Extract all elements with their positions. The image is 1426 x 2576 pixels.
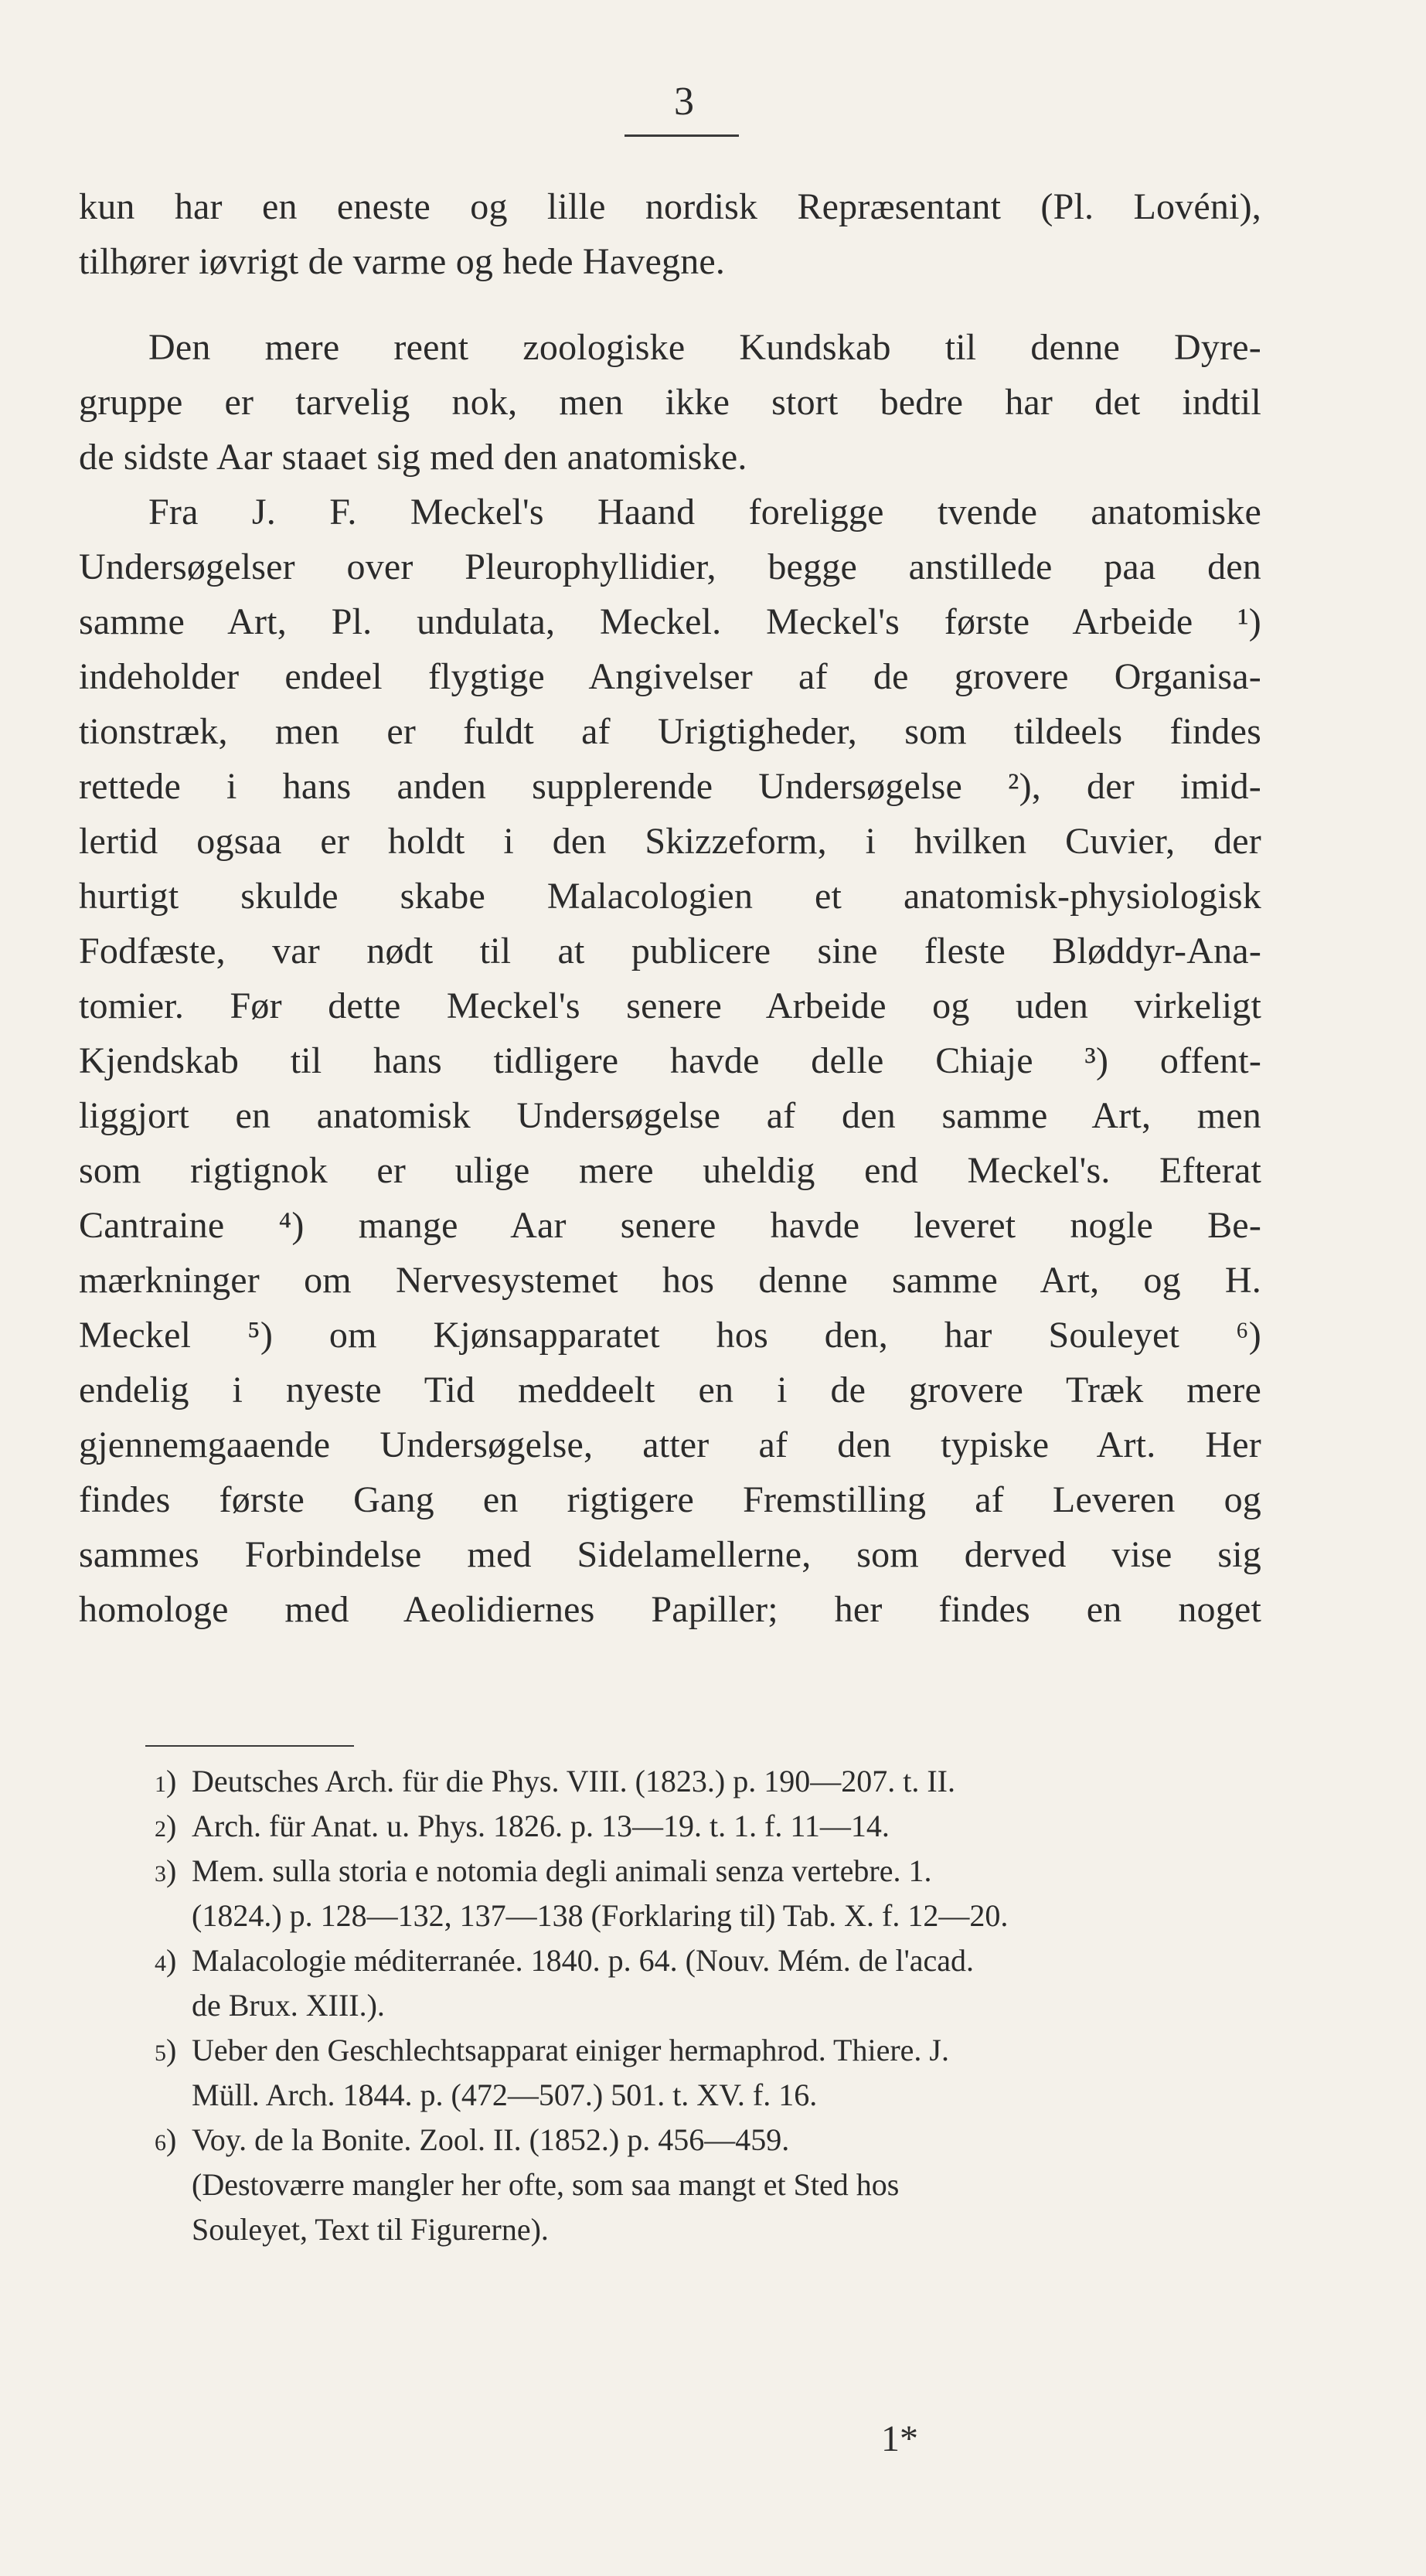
footnote-3: [155, 1849, 1260, 1938]
footnote-4: [155, 1938, 1260, 2028]
footnote-line: Mem. sulla storia e notomia degli animali senza vertebre. 1.: [192, 1853, 932, 1888]
footnote-rule: [145, 1745, 354, 1747]
text-line: findes første Gang en rigtigere Fremstilling af Leveren og: [79, 1479, 1261, 1520]
footnote-marker: 3 ): [155, 1849, 176, 1897]
text-line: Fra J. F. Meckel's Haand foreligge tvende anatomiske: [148, 492, 1261, 533]
footnote-5: [155, 2028, 1260, 2118]
footnote-line: (Destoværre mangler her ofte, som saa mangt et Sted hos: [192, 2167, 900, 2202]
text-line: Fodfæste, var nødt til at publicere sine fleste Bløddyr-Ana-: [79, 931, 1261, 972]
footnote-line: Souleyet, Text til Figurerne).: [192, 2212, 549, 2247]
footnote-line: Voy. de la Bonite. Zool. II. (1852.) p. 456—459.: [192, 2122, 790, 2157]
footnote-marker: 6 ): [155, 2118, 176, 2166]
text-line: samme Art, Pl. undulata, Meckel. Meckel's første Arbeide ¹): [79, 601, 1261, 642]
text-line: gjennemgaaende Undersøgelse, atter af den typiske Art. Her: [79, 1424, 1261, 1465]
footnote-line: Müll. Arch. 1844. p. (472—507.) 501. t. XV. f. 16.: [192, 2077, 818, 2112]
footnote-marker: 5 ): [155, 2028, 176, 2076]
paragraph-3: [79, 485, 1261, 1637]
footnote-6: [155, 2118, 1260, 2252]
body-text: [79, 179, 1261, 1637]
footnote-line: Malacologie méditerranée. 1840. p. 64. (Nouv. Mém. de l'acad.: [192, 1943, 975, 1978]
footnote-marker: 4 ): [155, 1938, 176, 1986]
footnote-2: [155, 1804, 1260, 1849]
text-line: indeholder endeel flygtige Angivelser af de grovere Organisa-: [79, 656, 1261, 697]
page-number-rule: [625, 134, 739, 137]
footnotes: [155, 1759, 1260, 2252]
text-line: homologe med Aeolidiernes Papiller; her findes en noget: [79, 1589, 1261, 1630]
paragraph-1: [79, 179, 1261, 289]
text-line: rettede i hans anden supplerende Undersøgelse ²), der imid-: [79, 766, 1261, 807]
text-line: lertid ogsaa er holdt i den Skizzeform, i hvilken Cuvier, der: [79, 821, 1261, 862]
footnote-1: [155, 1759, 1260, 1804]
signature-mark: 1*: [881, 2418, 918, 2459]
text-line: Kjendskab til hans tidligere havde delle Chiaje ³) offent-: [79, 1040, 1261, 1081]
text-line: tomier. Før dette Meckel's senere Arbeide og uden virkeligt: [79, 985, 1261, 1026]
text-line: de sidste Aar staaet sig med den anatomiske.: [79, 437, 747, 478]
text-line: Cantraine ⁴) mange Aar senere havde leveret nogle Be-: [79, 1205, 1261, 1246]
text-line: gruppe er tarvelig nok, men ikke stort bedre har det indtil: [79, 382, 1261, 423]
text-line: liggjort en anatomisk Undersøgelse af den samme Art, men: [79, 1095, 1261, 1136]
footnote-line: Ueber den Geschlechtsapparat einiger hermaphrod. Thiere. J.: [192, 2033, 949, 2067]
text-line: Den mere reent zoologiske Kundskab til denne Dyre-: [148, 327, 1261, 368]
footnote-line: de Brux. XIII.).: [192, 1988, 385, 2023]
text-line: Meckel ⁵) om Kjønsapparatet hos den, har Souleyet ⁶): [79, 1315, 1261, 1356]
footnote-line: (1824.) p. 128—132, 137—138 (Forklaring til) Tab. X. f. 12—20.: [192, 1898, 1009, 1933]
text-line: endelig i nyeste Tid meddeelt en i de grovere Træk mere: [79, 1370, 1261, 1411]
footnote-line: Deutsches Arch. für die Phys. VIII. (1823.) p. 190—207. t. II.: [192, 1764, 955, 1798]
footnote-marker: 2 ): [155, 1804, 176, 1852]
text-line: hurtigt skulde skabe Malacologien et anatomisk-physiologisk: [79, 876, 1261, 917]
text-line: sammes Forbindelse med Sidelamellerne, som derved vise sig: [79, 1534, 1261, 1575]
text-line: tionstræk, men er fuldt af Urigtigheder, som tildeels findes: [79, 711, 1261, 752]
text-line: kun har en eneste og lille nordisk Repræsentant (Pl. Lovéni),: [79, 186, 1261, 227]
text-line: som rigtignok er ulige mere uheldig end Meckel's. Efterat: [79, 1150, 1261, 1191]
footnote-marker: 1 ): [155, 1759, 176, 1807]
footnote-line: Arch. für Anat. u. Phys. 1826. p. 13—19. t. 1. f. 11—14.: [192, 1809, 890, 1843]
text-line: Undersøgelser over Pleurophyllidier, begge anstillede paa den: [79, 546, 1261, 587]
text-line: mærkninger om Nervesystemet hos denne samme Art, og H.: [79, 1260, 1261, 1301]
page-number: 3: [674, 80, 694, 124]
paragraph-2: [79, 320, 1261, 485]
text-line: tilhører iøvrigt de varme og hede Havegne.: [79, 241, 726, 282]
